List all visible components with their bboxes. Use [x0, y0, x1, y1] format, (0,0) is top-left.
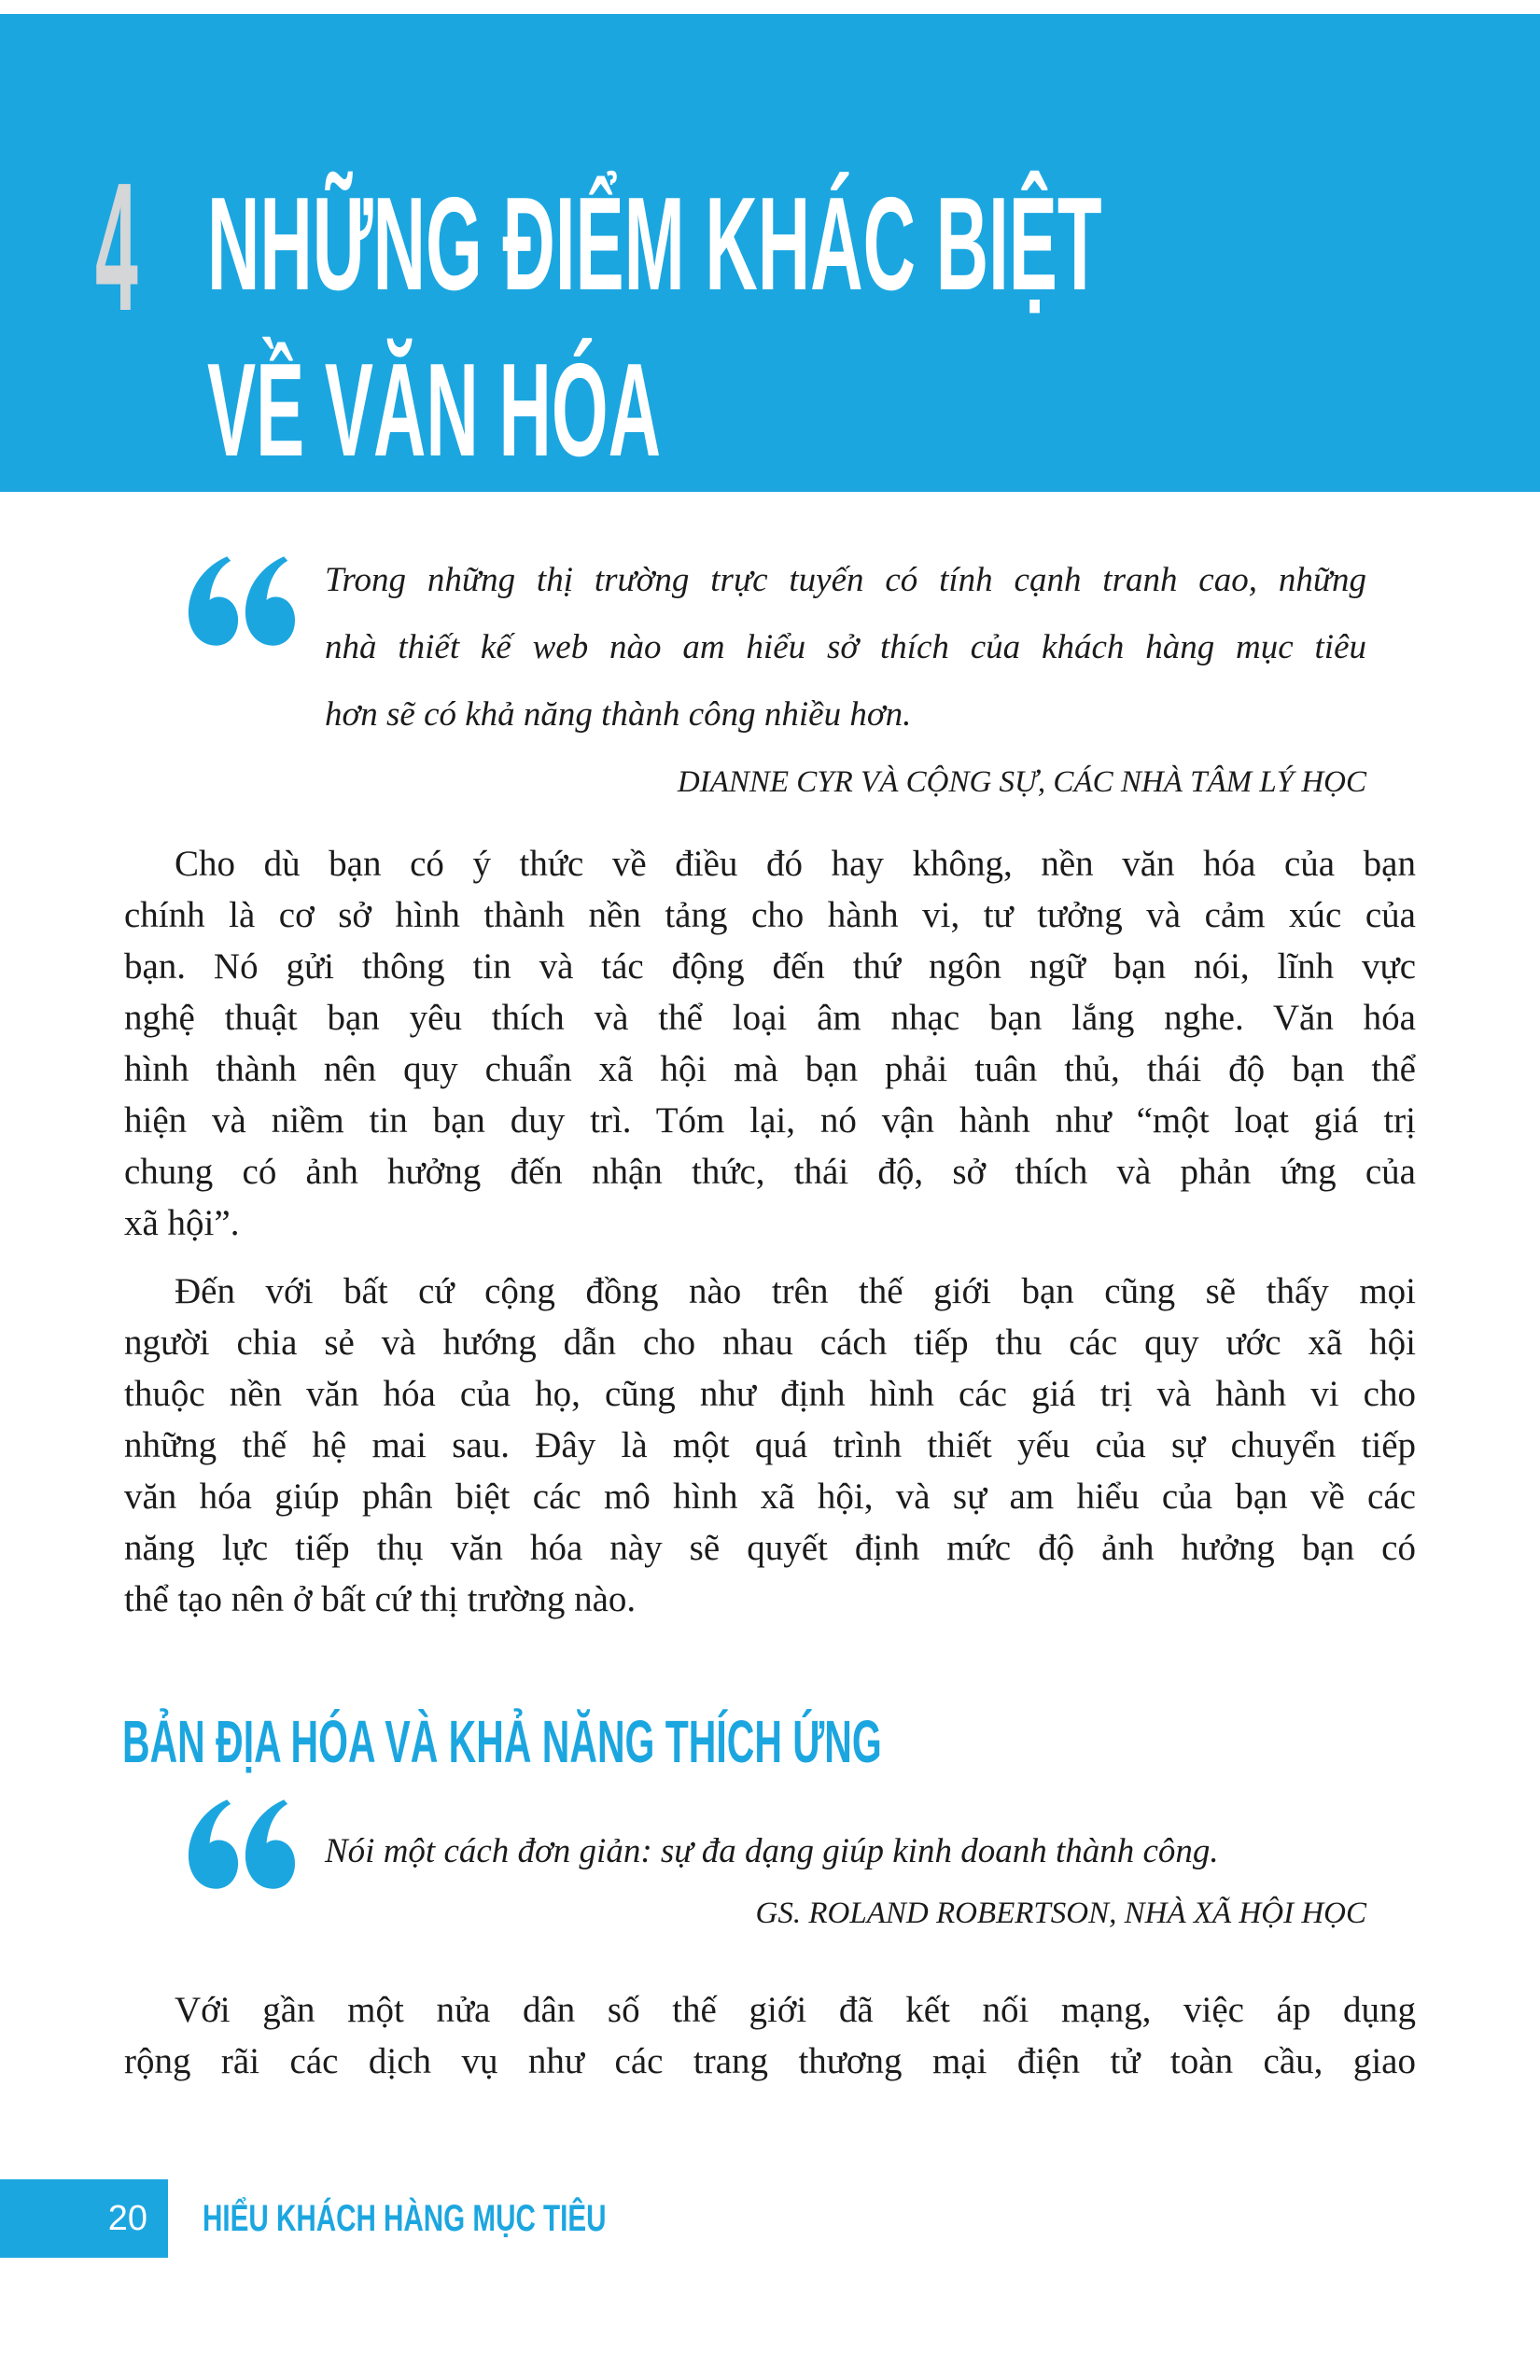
paragraph-line: thuộc nền văn hóa của họ, cũng như định hình các giá trị và hành vi cho [124, 1374, 1416, 1414]
quote-line: nhà thiết kế web nào am hiểu sở thích của khách hàng mục tiêu [325, 628, 1366, 666]
paragraph-line: Cho dù bạn có ý thức về điều đó hay không, nền văn hóa của bạn [175, 844, 1416, 884]
paragraph-line: chính là cơ sở hình thành nền tảng cho hành vi, tư tưởng và cảm xúc của [124, 895, 1416, 935]
paragraph-line: chung có ảnh hưởng đến nhận thức, thái độ, sở thích và phản ứng của [124, 1152, 1416, 1192]
paragraph-line: năng lực tiếp thụ văn hóa này sẽ quyết định mức độ ảnh hưởng bạn có [124, 1528, 1416, 1568]
quote-line: Nói một cách đơn giản: sự đa dạng giúp kinh doanh thành công. [325, 1832, 1219, 1870]
paragraph-line: xã hội”. [124, 1203, 240, 1243]
footer-book-title: HIỂU KHÁCH HÀNG MỤC TIÊU [203, 2198, 607, 2239]
paragraph-line: những thế hệ mai sau. Đây là một quá trình thiết yếu của sự chuyển tiếp [124, 1425, 1416, 1465]
body-paragraph [124, 838, 1416, 1249]
paragraph-line: bạn. Nó gửi thông tin và tác động đến thứ ngôn ngữ bạn nói, lĩnh vực [124, 946, 1416, 987]
quote-attribution: DIANNE CYR VÀ CỘNG SỰ, CÁC NHÀ TÂM LÝ HỌC [677, 765, 1366, 799]
open-quote-icon [185, 1798, 297, 1891]
chapter-title [207, 161, 1102, 494]
paragraph-line: hình thành nên quy chuẩn xã hội mà bạn phải tuân thủ, thái độ bạn thể [124, 1049, 1416, 1089]
quote-line: Trong những thị trường trực tuyến có tính cạnh tranh cao, những [325, 561, 1366, 599]
body-paragraph [124, 1266, 1416, 1625]
body-paragraph [124, 1984, 1416, 2087]
section-heading: BẢN ĐỊA HÓA VÀ KHẢ NĂNG THÍCH ỨNG [122, 1708, 882, 1775]
paragraph-line: nghệ thuật bạn yêu thích và thể loại âm nhạc bạn lắng nghe. Văn hóa [124, 998, 1416, 1038]
paragraph-line: hiện và niềm tin bạn duy trì. Tóm lại, nó vận hành như “một loạt giá trị [124, 1100, 1416, 1141]
chapter-header-band [0, 14, 1540, 492]
open-quote-icon [185, 554, 297, 648]
paragraph-line: rộng rãi các dịch vụ như các trang thương mại điện tử toàn cầu, giao [124, 2041, 1416, 2081]
paragraph-line: thể tạo nên ở bất cứ thị trường nào. [124, 1579, 637, 1619]
quote-attribution: GS. ROLAND ROBERTSON, NHÀ XÃ HỘI HỌC [755, 1897, 1366, 1930]
epigraph-quote [325, 547, 1366, 749]
footer-page-number-box [0, 2179, 168, 2258]
paragraph-line: Đến với bất cứ cộng đồng nào trên thế giới bạn cũng sẽ thấy mọi [175, 1271, 1416, 1311]
paragraph-line: người chia sẻ và hướng dẫn cho nhau cách tiếp thu các quy ước xã hội [124, 1323, 1416, 1363]
paragraph-line: văn hóa giúp phân biệt các mô hình xã hội, và sự am hiểu của bạn về các [124, 1477, 1416, 1517]
section-quote [325, 1818, 1366, 1885]
chapter-title-line1: NHỮNG ĐIỂM KHÁC BIỆT [207, 170, 1102, 318]
paragraph-line: Với gần một nửa dân số thế giới đã kết nối mạng, việc áp dụng [175, 1990, 1416, 2030]
footer-page-number: 20 [107, 2199, 147, 2238]
quote-line: hơn sẽ có khả năng thành công nhiều hơn. [325, 695, 912, 734]
chapter-number: 4 [95, 145, 138, 349]
chapter-title-line2: VỀ VĂN HÓA [207, 336, 662, 484]
